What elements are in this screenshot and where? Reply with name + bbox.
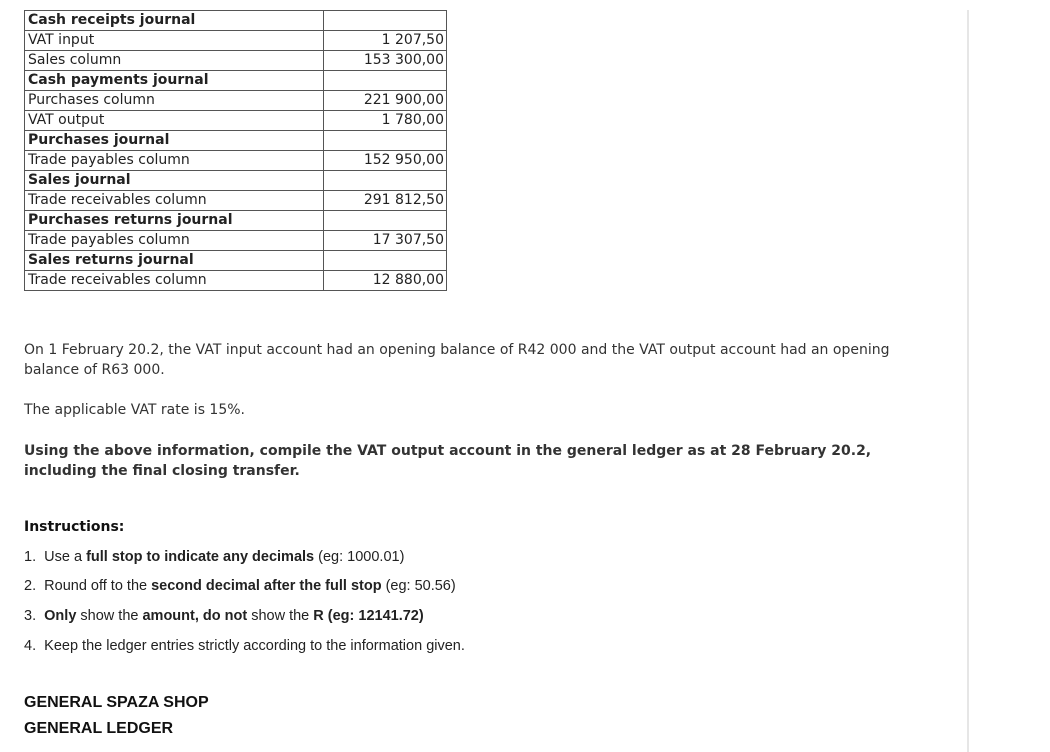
journal-heading: Purchases journal bbox=[25, 131, 324, 151]
account-label: Sales column bbox=[25, 51, 324, 71]
table-row bbox=[25, 31, 447, 51]
table-row bbox=[25, 71, 447, 91]
amount-cell: 12 880,00 bbox=[324, 271, 447, 291]
table-row bbox=[25, 211, 447, 231]
task-text: Using the above information, compile the VAT output account in the general ledger as at 28 February 20.2, including the final closing transfer. bbox=[24, 443, 872, 479]
journal-heading: Sales journal bbox=[25, 171, 324, 191]
table-row bbox=[25, 231, 447, 251]
amount-cell: 1 207,50 bbox=[324, 31, 447, 51]
table-row bbox=[25, 251, 447, 271]
amount-cell: 17 307,50 bbox=[324, 231, 447, 251]
amount-cell: 291 812,50 bbox=[324, 191, 447, 211]
amount-cell: 152 950,00 bbox=[324, 151, 447, 171]
amount-cell bbox=[324, 131, 447, 151]
amount-cell: 1 780,00 bbox=[324, 111, 447, 131]
account-label: Trade receivables column bbox=[25, 191, 324, 211]
journal-heading: Sales returns journal bbox=[25, 251, 324, 271]
business-name: GENERAL SPAZA SHOP bbox=[24, 694, 209, 711]
opening-balances-text: On 1 February 20.2, the VAT input account had an opening balance of R42 000 and the VAT output account had an opening balance of R63 000. bbox=[24, 342, 890, 378]
table-row bbox=[25, 11, 447, 31]
table-row bbox=[25, 111, 447, 131]
journal-heading: Cash payments journal bbox=[25, 71, 324, 91]
amount-cell bbox=[324, 251, 447, 271]
amount-cell bbox=[324, 171, 447, 191]
account-label: VAT input bbox=[25, 31, 324, 51]
amount-cell bbox=[324, 71, 447, 91]
ledger-title: GENERAL LEDGER bbox=[24, 720, 174, 737]
instructions-heading: Instructions: bbox=[24, 519, 125, 535]
table-row bbox=[25, 131, 447, 151]
account-label: VAT output bbox=[25, 111, 324, 131]
instruction-item-4: 4. Keep the ledger entries strictly according to the information given. bbox=[24, 638, 465, 654]
amount-cell: 153 300,00 bbox=[324, 51, 447, 71]
journal-totals-table bbox=[24, 10, 447, 291]
amount-cell: 221 900,00 bbox=[324, 91, 447, 111]
instruction-item-1: 1. Use a full stop to indicate any decimals (eg: 1000.01) bbox=[24, 549, 405, 565]
account-label: Trade payables column bbox=[25, 151, 324, 171]
table-row bbox=[25, 91, 447, 111]
amount-cell bbox=[324, 11, 447, 31]
content-divider bbox=[967, 10, 969, 752]
amount-cell bbox=[324, 211, 447, 231]
vat-rate-text: The applicable VAT rate is 15%. bbox=[24, 402, 245, 418]
account-label: Trade receivables column bbox=[25, 271, 324, 291]
instruction-item-2: 2. Round off to the second decimal after the full stop (eg: 50.56) bbox=[24, 578, 456, 594]
table-row bbox=[25, 191, 447, 211]
journal-heading: Purchases returns journal bbox=[25, 211, 324, 231]
account-label: Purchases column bbox=[25, 91, 324, 111]
table-row bbox=[25, 271, 447, 291]
table-row bbox=[25, 151, 447, 171]
table-row bbox=[25, 51, 447, 71]
table-row bbox=[25, 171, 447, 191]
account-label: Trade payables column bbox=[25, 231, 324, 251]
instruction-item-3: 3. Only show the amount, do not show the R (eg: 12141.72) bbox=[24, 608, 424, 624]
journal-heading: Cash receipts journal bbox=[25, 11, 324, 31]
